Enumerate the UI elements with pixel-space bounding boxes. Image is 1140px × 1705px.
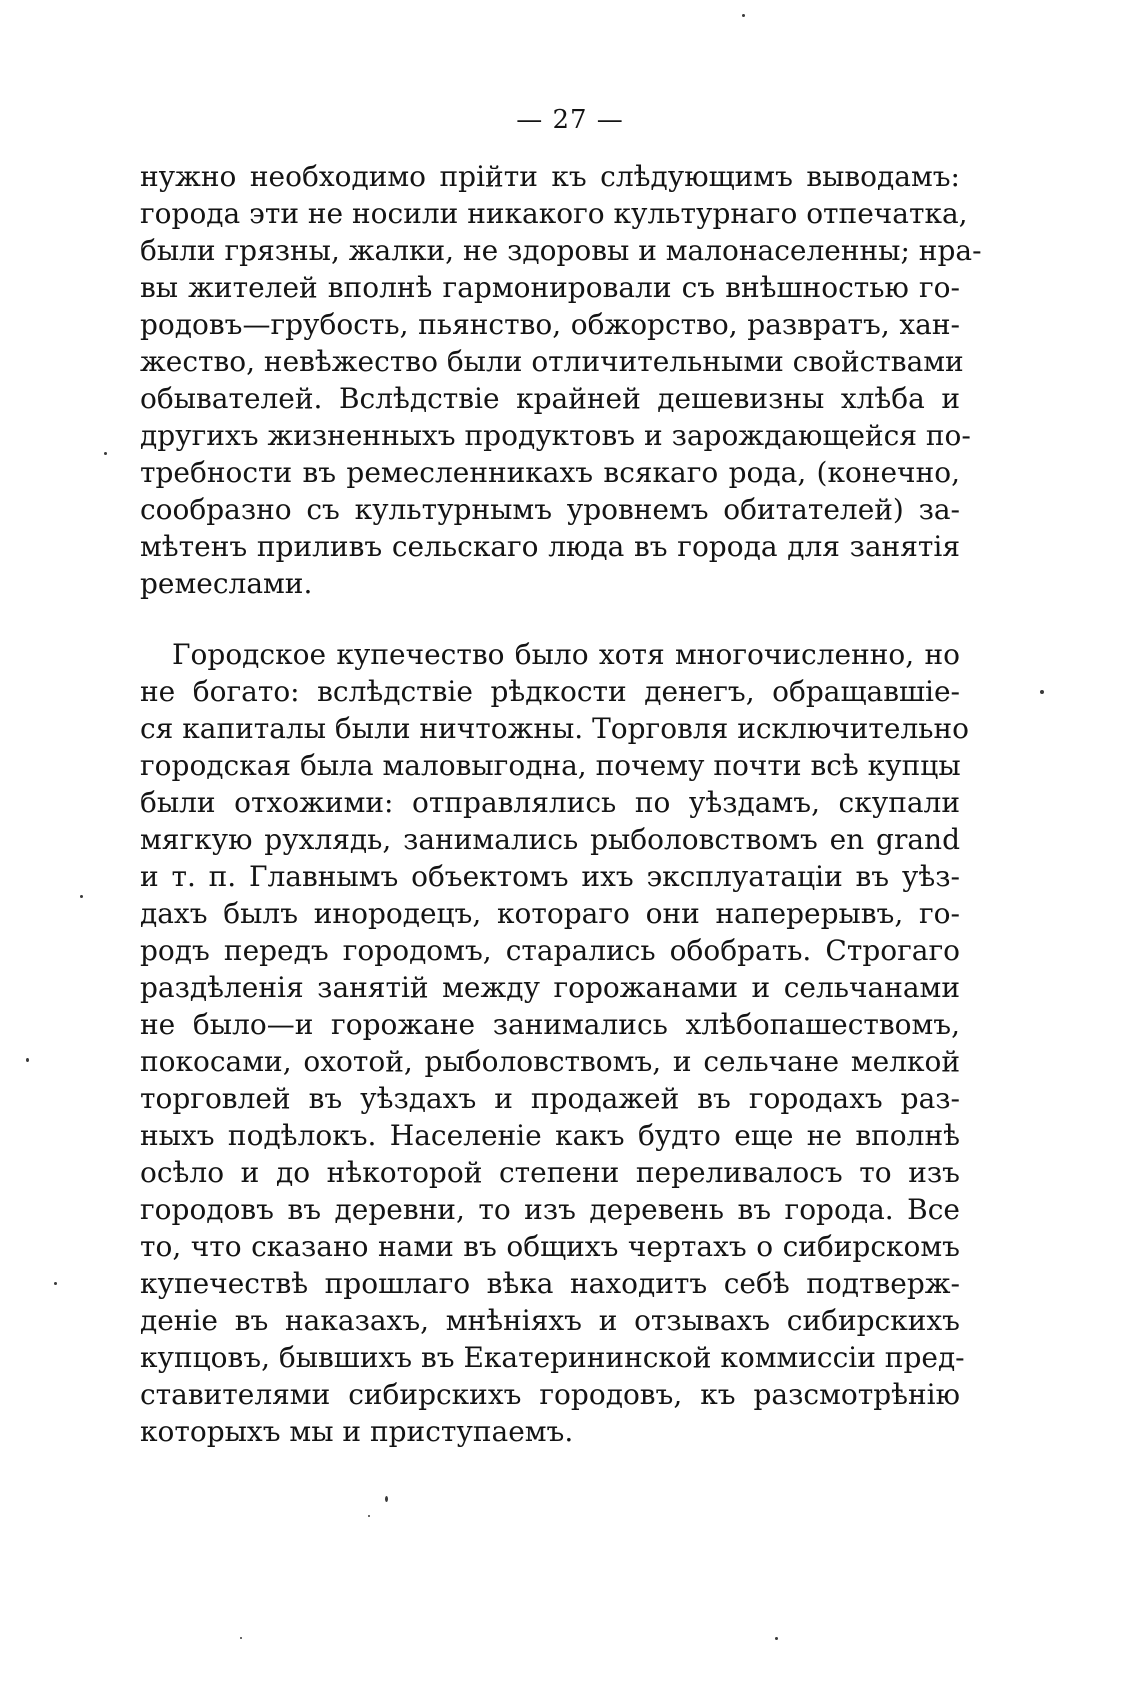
text-line: торговлей въ уѣздахъ и продажей въ городахъ раз-: [140, 1082, 960, 1115]
text-line: купцовъ, бывшихъ въ Екатерининской коммиссіи пред-: [140, 1341, 965, 1374]
text-line: города эти не носили никакого культурнаго отпечатка,: [140, 197, 968, 230]
text-line: были отхожими: отправлялись по уѣздамъ, скупали: [140, 786, 960, 819]
text-line: и т. п. Главнымъ объектомъ ихъ эксплуатаціи въ уѣз-: [140, 860, 960, 893]
text-line: обывателей. Вслѣдствіе крайней дешевизны хлѣба и: [140, 382, 960, 415]
text-line: не было—и горожане занимались хлѣбопашествомъ,: [140, 1008, 960, 1041]
text-line: раздѣленія занятій между горожанами и сельчанами: [140, 971, 960, 1004]
scan-speck: [240, 1637, 242, 1639]
page-number: — 27 —: [516, 105, 624, 135]
text-line: Городское купечество было хотя многочисленно, но: [172, 638, 960, 671]
text-line: городовъ въ деревни, то изъ деревень въ города. Все: [140, 1193, 960, 1226]
scan-speck: [1040, 690, 1044, 694]
text-line: ремеслами.: [140, 567, 313, 600]
text-line: которыхъ мы и приступаемъ.: [140, 1415, 574, 1448]
scan-speck: [385, 1496, 388, 1502]
text-line: были грязны, жалки, не здоровы и малонаселенны; нра-: [140, 234, 982, 267]
scan-speck: [80, 895, 83, 898]
paragraph-2: [140, 636, 969, 1450]
text-line: мягкую рухлядь, занимались рыболовствомъ en grand: [140, 823, 960, 856]
text-line: ставителями сибирскихъ городовъ, къ разсмотрѣнію: [140, 1378, 960, 1411]
scan-speck: [26, 1058, 29, 1062]
scan-speck: [104, 452, 107, 455]
text-line: покосами, охотой, рыболовствомъ, и сельчане мелкой: [140, 1045, 960, 1078]
paragraph-1: [140, 158, 982, 602]
text-line: дахъ былъ инородецъ, котораго они наперерывъ, го-: [140, 897, 960, 930]
text-line: сообразно съ культурнымъ уровнемъ обитателей) за-: [140, 493, 960, 526]
scan-speck: [775, 1637, 778, 1640]
text-line: то, что сказано нами въ общихъ чертахъ о сибирскомъ: [140, 1230, 960, 1263]
text-line: ныхъ подѣлокъ. Населеніе какъ будто еще не вполнѣ: [140, 1119, 960, 1152]
text-line: родъ передъ городомъ, старались обобрать. Строгаго: [140, 934, 960, 967]
text-line: не богато: вслѣдствіе рѣдкости денегъ, обращавшіе-: [140, 675, 960, 708]
text-line: требности въ ремесленникахъ всякаго рода, (конечно,: [140, 456, 960, 489]
text-line: нужно необходимо прійти къ слѣдующимъ выводамъ:: [140, 160, 960, 193]
text-line: другихъ жизненныхъ продуктовъ и зарождающейся по-: [140, 419, 971, 452]
text-line: жество, невѣжество были отличительными свойствами: [140, 345, 964, 378]
scan-speck: [368, 1515, 370, 1517]
text-line: родовъ—грубость, пьянство, обжорство, развратъ, хан-: [140, 308, 960, 341]
text-line: вы жителей вполнѣ гармонировали съ внѣшностью го-: [140, 271, 960, 304]
text-line: мѣтенъ приливъ сельскаго люда въ города для занятія: [140, 530, 960, 563]
scan-speck: [54, 1282, 57, 1285]
text-line: ся капиталы были ничтожны. Торговля исключительно: [140, 712, 969, 745]
text-line: осѣло и до нѣкоторой степени переливалосъ то изъ: [140, 1156, 960, 1189]
text-line: деніе въ наказахъ, мнѣніяхъ и отзывахъ сибирскихъ: [140, 1304, 960, 1337]
text-line: купечествѣ прошлаго вѣка находитъ себѣ подтверж-: [140, 1267, 960, 1300]
text-line: городская была маловыгодна, почему почти всѣ купцы: [140, 749, 961, 782]
scan-speck: [742, 14, 745, 17]
